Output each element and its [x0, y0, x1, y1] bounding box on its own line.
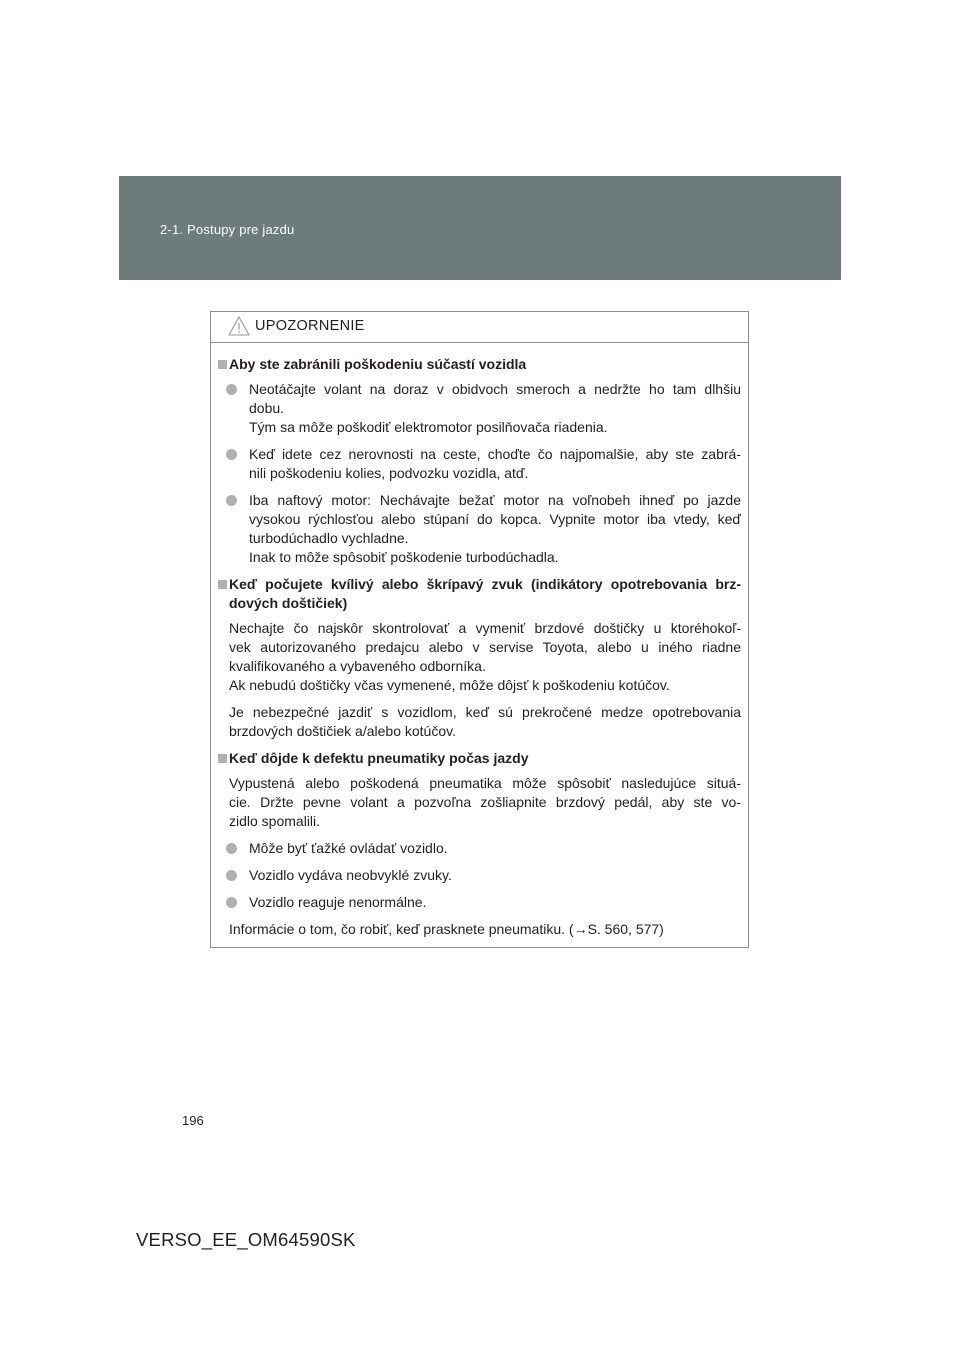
page-reference: Informácie o tom, čo robiť, keď prasknete pneumatiku. (→S. 560, 577)	[229, 921, 664, 937]
list-item: Keď idete cez nerovnosti na ceste, choďte čo najpomalšie, aby ste zabrá- nili poškodeniu kolies, podvozku vozidla, atď.	[226, 445, 741, 483]
topic-heading: Keď dôjde k defektu pneumatiky počas jazdy	[218, 749, 741, 768]
warning-header	[211, 312, 748, 343]
paragraph: Vypustená alebo poškodená pneumatika môže spôsobiť nasledujúce situá- cie. Držte pevne volant a pozvoľna zošliapnite brzdový pedál, aby ste vo- zidlo spomalili.	[229, 775, 741, 829]
list-item: Môže byť ťažké ovládať vozidlo.	[226, 839, 741, 858]
warning-body	[211, 343, 748, 939]
section-header-band	[119, 176, 841, 280]
round-bullet-icon	[226, 384, 237, 395]
list-item: Neotáčajte volant na doraz v obidvoch smeroch a nedržte ho tam dlhšiu dobu. Tým sa môže poškodiť elektromotor posilňovača riadenia.	[226, 380, 741, 437]
page-number: 196	[182, 1113, 204, 1128]
round-bullet-icon	[226, 495, 237, 506]
warning-title: UPOZORNENIE	[255, 318, 365, 334]
topic-heading: Keď počujete kvílivý alebo škrípavý zvuk (indikátory opotrebovania brz- dových doštičiek)	[218, 575, 741, 613]
round-bullet-icon	[226, 843, 237, 854]
square-bullet-icon	[218, 360, 227, 369]
paragraph	[229, 920, 741, 939]
document-code: VERSO_EE_OM64590SK	[136, 1229, 356, 1250]
square-bullet-icon	[218, 580, 227, 589]
round-bullet-icon	[226, 449, 237, 460]
topic-heading: Aby ste zabránili poškodeniu súčastí vozidla	[218, 355, 741, 374]
list-item: Vozidlo vydáva neobvyklé zvuky.	[226, 866, 741, 885]
section-title: 2-1. Postupy pre jazdu	[160, 222, 295, 237]
paragraph: Je nebezpečné jazdiť s vozidlom, keď sú prekročené medze opotrebovania brzdových doštičiek a/alebo kotúčov.	[229, 704, 741, 739]
warning-box	[210, 311, 749, 948]
square-bullet-icon	[218, 754, 227, 763]
round-bullet-icon	[226, 870, 237, 881]
list-item: Iba naftový motor: Nechávajte bežať motor na voľnobeh ihneď po jazde vysokou rýchlosťou alebo stúpaní do kopca. Vypnite motor iba vtedy, keď turbodúchadlo vychladne. Inak to môže spôsobiť poškodenie turbodúchadla.	[226, 491, 741, 567]
warning-triangle-icon	[228, 316, 250, 336]
round-bullet-icon	[226, 897, 237, 908]
list-item: Vozidlo reaguje nenormálne.	[226, 893, 741, 912]
paragraph: Nechajte čo najskôr skontrolovať a vymeniť brzdové doštičky u ktoréhokoľ- vek autorizovaného predajcu alebo v servise Toyota, alebo u iného riadne kvalifikovaného a vybaveného odborníka. Ak nebudú doštičky včas vymenené, môže dôjsť k poškodeniu kotúčov.	[229, 620, 741, 693]
